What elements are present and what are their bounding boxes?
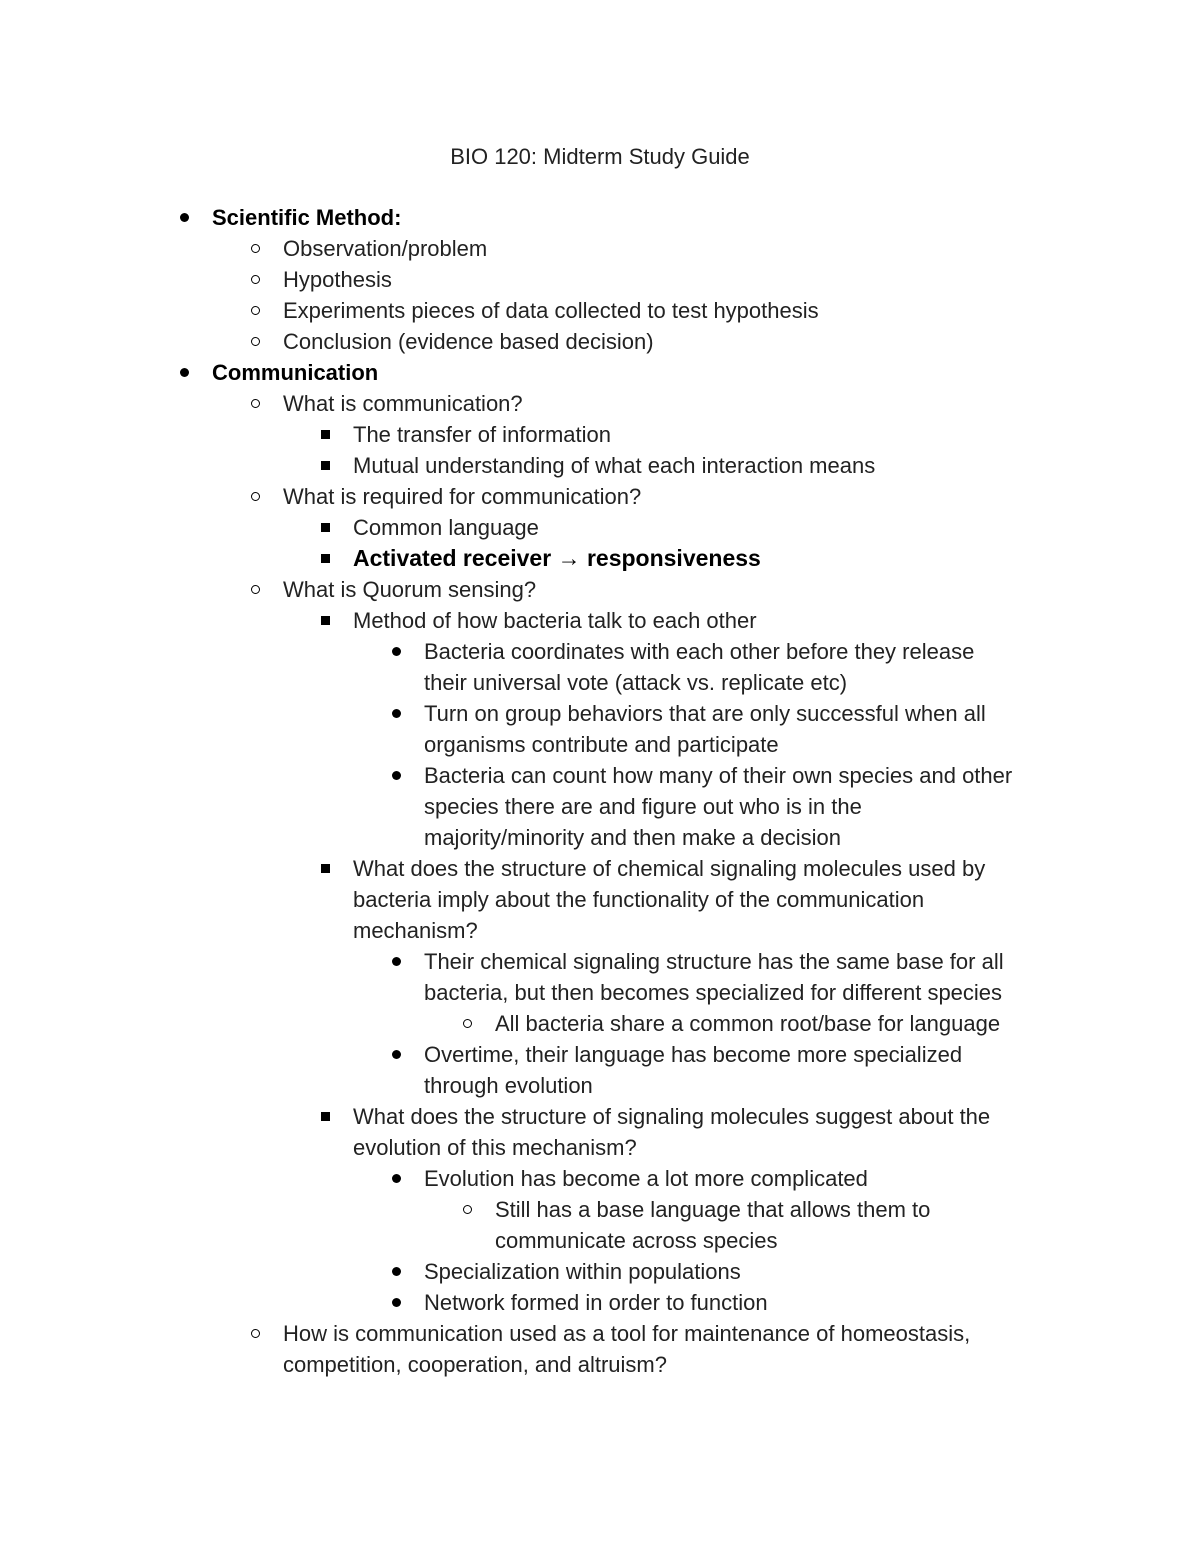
list-item	[0, 760, 1200, 853]
list-item	[0, 388, 1200, 419]
list-item-text: Observation/problem	[283, 236, 488, 261]
hollow-bullet-icon	[243, 295, 267, 326]
square-bullet-icon	[313, 1101, 337, 1132]
list-item-text-continued: species there are and figure out who is in the	[424, 794, 862, 819]
list-item-text-continued: bacteria, but then becomes specialized for different species	[424, 980, 1003, 1005]
list-item-text: Common language	[353, 515, 539, 540]
list-item-text-continued: through evolution	[424, 1073, 593, 1098]
filled-bullet-icon	[384, 698, 408, 729]
list-item	[0, 574, 1200, 605]
list-item	[0, 481, 1200, 512]
list-item-text: Mutual understanding of what each interaction means	[353, 453, 876, 478]
list-item	[0, 946, 1200, 1008]
hollow-bullet-icon	[455, 1008, 479, 1039]
list-item-text-continued: communicate across species	[495, 1228, 778, 1253]
list-item	[0, 419, 1200, 450]
filled-bullet-icon	[384, 760, 408, 791]
hollow-bullet-icon	[243, 388, 267, 419]
section-heading: Scientific Method:	[212, 205, 402, 230]
list-item-text-continued: bacteria imply about the functionality of the communication	[353, 887, 925, 912]
list-item-text-continued: organisms contribute and participate	[424, 732, 779, 757]
list-item	[0, 357, 1200, 388]
list-item-text: Activated receiver → responsiveness	[353, 545, 761, 571]
filled-bullet-icon	[172, 357, 196, 388]
list-item-text-continued: mechanism?	[353, 918, 478, 943]
square-bullet-icon	[313, 605, 337, 636]
list-item-text: Specialization within populations	[424, 1259, 741, 1284]
hollow-bullet-icon	[243, 233, 267, 264]
list-item	[0, 543, 1200, 574]
list-item-text-continued: their universal vote (attack vs. replicate etc)	[424, 670, 848, 695]
document-title: BIO 120: Midterm Study Guide	[450, 144, 750, 169]
hollow-bullet-icon	[455, 1194, 479, 1225]
list-item	[0, 1287, 1200, 1318]
list-item-text: What does the structure of chemical signaling molecules used by	[353, 856, 986, 881]
list-item	[0, 233, 1200, 264]
list-item-text: Hypothesis	[283, 267, 392, 292]
list-item-text: What is communication?	[283, 391, 523, 416]
list-item-text: What is Quorum sensing?	[283, 577, 537, 602]
hollow-bullet-icon	[243, 264, 267, 295]
list-item	[0, 295, 1200, 326]
list-item	[0, 698, 1200, 760]
list-item-text: How is communication used as a tool for maintenance of homeostasis,	[283, 1321, 971, 1346]
filled-bullet-icon	[384, 1256, 408, 1287]
list-item	[0, 264, 1200, 295]
list-item-text-continued: majority/minority and then make a decision	[424, 825, 841, 850]
list-item	[0, 1194, 1200, 1256]
list-item	[0, 202, 1200, 233]
list-item-text: Their chemical signaling structure has the same base for all	[424, 949, 1004, 974]
list-item-text: Network formed in order to function	[424, 1290, 768, 1315]
list-item-text: Bacteria coordinates with each other before they release	[424, 639, 975, 664]
square-bullet-icon	[313, 853, 337, 884]
square-bullet-icon	[313, 419, 337, 450]
filled-bullet-icon	[384, 1287, 408, 1318]
list-item-text: Overtime, their language has become more specialized	[424, 1042, 963, 1067]
list-item-text: The transfer of information	[353, 422, 612, 447]
list-item	[0, 450, 1200, 481]
list-item	[0, 605, 1200, 636]
list-item-text: What is required for communication?	[283, 484, 642, 509]
hollow-bullet-icon	[243, 326, 267, 357]
list-item-text: Conclusion (evidence based decision)	[283, 329, 654, 354]
list-item-text-continued: competition, cooperation, and altruism?	[283, 1352, 667, 1377]
list-item	[0, 1008, 1200, 1039]
study-guide-outline	[0, 202, 1200, 1380]
filled-bullet-icon	[384, 636, 408, 667]
list-item	[0, 1318, 1200, 1380]
filled-bullet-icon	[384, 946, 408, 977]
list-item-text: Experiments pieces of data collected to test hypothesis	[283, 298, 819, 323]
square-bullet-icon	[313, 512, 337, 543]
list-item-text: What does the structure of signaling molecules suggest about the	[353, 1104, 991, 1129]
filled-bullet-icon	[384, 1039, 408, 1070]
list-item-text: Method of how bacteria talk to each other	[353, 608, 757, 633]
list-item	[0, 636, 1200, 698]
list-item-text: Turn on group behaviors that are only successful when all	[424, 701, 986, 726]
list-item	[0, 326, 1200, 357]
square-bullet-icon	[313, 450, 337, 481]
list-item	[0, 1039, 1200, 1101]
list-item	[0, 512, 1200, 543]
list-item-text-continued: evolution of this mechanism?	[353, 1135, 637, 1160]
square-bullet-icon	[313, 543, 337, 574]
hollow-bullet-icon	[243, 574, 267, 605]
hollow-bullet-icon	[243, 1318, 267, 1349]
hollow-bullet-icon	[243, 481, 267, 512]
section-heading: Communication	[212, 360, 379, 385]
list-item	[0, 1163, 1200, 1194]
list-item	[0, 1101, 1200, 1163]
list-item	[0, 853, 1200, 946]
list-item-text: All bacteria share a common root/base for language	[495, 1011, 1001, 1036]
list-item	[0, 1256, 1200, 1287]
filled-bullet-icon	[172, 202, 196, 233]
filled-bullet-icon	[384, 1163, 408, 1194]
list-item-text: Evolution has become a lot more complicated	[424, 1166, 868, 1191]
list-item-text: Still has a base language that allows them to	[495, 1197, 931, 1222]
list-item-text: Bacteria can count how many of their own species and other	[424, 763, 1013, 788]
